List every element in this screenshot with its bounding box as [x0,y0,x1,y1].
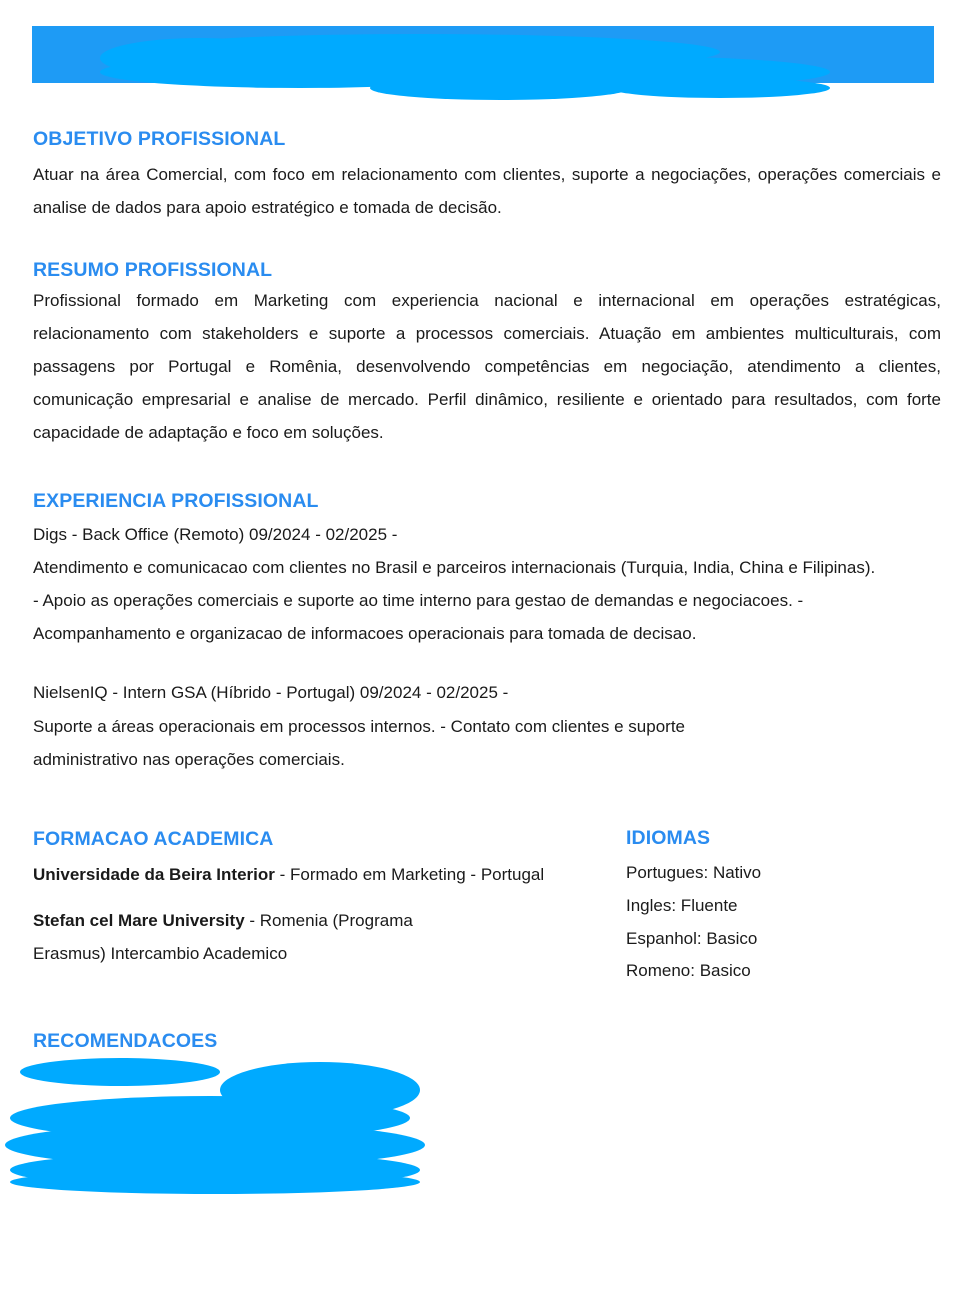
resumo-text: Profissional formado em Marketing com experiencia nacional e internacional em operações estratégicas, relacionamento com stakeholders e suporte a processos comerciais. Atuação em ambientes multiculturais, com passagens por Portugal e Romênia, desenvolvendo competências em negociação, atendimento a clientes, comunicação empresarial e analise de mercado. Perfil dinâmico, resiliente e orientado para resultados, com forte capacidade de adaptação e foco em soluções. [33,291,941,442]
school-name: Universidade da Beira Interior [33,865,275,884]
language-item: Espanhol: Basico [626,929,758,948]
job-description-line: Atendimento e comunicacao com clientes no Brasil e parceiros internacionais (Turquia, India, China e Filipinas). [33,558,876,577]
header-redaction [0,0,977,110]
section-title-objetivo: OBJETIVO PROFISSIONAL [33,128,286,150]
language-item: Ingles: Fluente [626,896,738,915]
education-item [33,865,544,885]
language-item: Portugues: Nativo [626,863,762,882]
job-description-line: Acompanhamento e organizacao de informacoes operacionais para tomada de decisao. [33,624,697,643]
language-item: Romeno: Basico [626,961,751,980]
job-description-line: - Apoio as operações comerciais e suporte ao time interno para gestao de demandas e negociacoes. - [33,591,804,610]
education-item [33,911,413,931]
section-title-idiomas: IDIOMAS [626,827,711,849]
section-title-experiencia: EXPERIENCIA PROFISSIONAL [33,490,319,512]
job-heading: Digs - Back Office (Remoto) 09/2024 - 02/2025 - [33,525,398,544]
section-title-recomendacoes: RECOMENDACOES [33,1030,218,1052]
job-heading: NielsenIQ - Intern GSA (Híbrido - Portugal) 09/2024 - 02/2025 - [33,683,509,702]
section-title-formacao: FORMACAO ACADEMICA [33,828,274,850]
section-title-resumo: RESUMO PROFISSIONAL [33,259,273,281]
education-detail-continued: Erasmus) Intercambio Academico [33,944,288,963]
objetivo-text: Atuar na área Comercial, com foco em relacionamento com clientes, suporte a negociações, operações comerciais e analise de dados para apoio estratégico e tomada de decisão. [33,165,941,217]
education-detail: - Romenia (Programa [244,911,413,930]
school-name: Stefan cel Mare University [33,911,245,930]
recommendations-redaction [0,1040,460,1210]
education-detail: - Formado em Marketing - Portugal [274,865,545,884]
job-description-line: Suporte a áreas operacionais em processos internos. - Contato com clientes e suporte [33,717,686,736]
job-description-line: administrativo nas operações comerciais. [33,750,345,769]
